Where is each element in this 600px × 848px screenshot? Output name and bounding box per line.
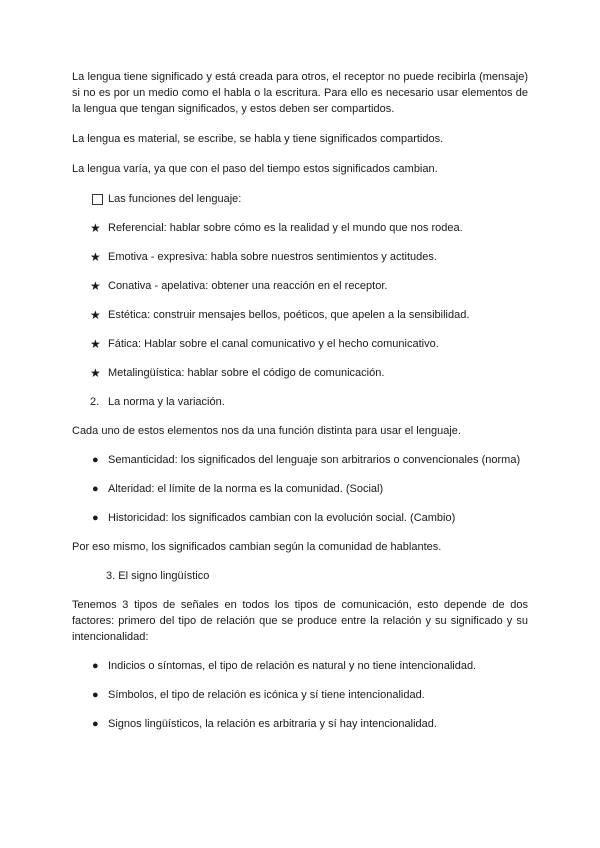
paragraph-variation: La lengua varía, ya que con el paso del tiempo estos significados cambian. bbox=[72, 163, 438, 175]
list-item bbox=[72, 716, 528, 732]
bullet-icon: ● bbox=[92, 660, 99, 672]
list-item bbox=[72, 687, 528, 703]
signo-heading: 3. El signo lingüístico bbox=[106, 570, 210, 582]
function-referencial: Referencial: hablar sobre cómo es la realidad y el mundo que nos rodea. bbox=[108, 222, 463, 234]
list-item bbox=[72, 481, 528, 497]
paragraph-elements-intro: Cada uno de estos elementos nos da una función distinta para usar el lenguaje. bbox=[72, 425, 461, 437]
paragraph-signals: Tenemos 3 tipos de señales en todos los tipos de comunicación, esto depende de dos factores: primero del tipo de relación que se produce entre la relación y su significado y su intencionalidad: bbox=[72, 599, 528, 643]
list-item bbox=[72, 336, 528, 352]
bullet-icon: ● bbox=[92, 483, 99, 495]
list-item bbox=[72, 249, 528, 265]
checkbox-icon bbox=[92, 194, 103, 205]
star-icon: ★ bbox=[90, 308, 101, 322]
function-conativa: Conativa - apelativa: obtener una reacción en el receptor. bbox=[108, 280, 388, 292]
function-metalinguistica: Metalingüística: hablar sobre el código de comunicación. bbox=[108, 367, 385, 379]
signal-indicios: Indicios o síntomas, el tipo de relación es natural y no tiene intencionalidad. bbox=[108, 660, 477, 672]
function-emotiva: Emotiva - expresiva: habla sobre nuestros sentimientos y actitudes. bbox=[108, 251, 437, 263]
list-item bbox=[72, 307, 528, 323]
element-alteridad: Alteridad: el límite de la norma es la comunidad. (Social) bbox=[108, 483, 384, 495]
norma-heading-item bbox=[72, 394, 528, 410]
list-item bbox=[72, 220, 528, 236]
paragraph-material: La lengua es material, se escribe, se habla y tiene significados compartidos. bbox=[72, 133, 444, 145]
element-semanticidad: Semanticidad: los significados del lenguaje son arbitrarios o convencionales (norma) bbox=[108, 454, 521, 466]
paragraph-community: Por eso mismo, los significados cambian según la comunidad de hablantes. bbox=[72, 541, 442, 553]
bullet-icon: ● bbox=[92, 454, 99, 466]
list-number: 2. bbox=[90, 396, 100, 408]
bullet-icon: ● bbox=[92, 512, 99, 524]
star-icon: ★ bbox=[90, 279, 101, 293]
star-icon: ★ bbox=[90, 337, 101, 351]
functions-heading: Las funciones del lenguaje: bbox=[108, 193, 242, 205]
signal-signos: Signos lingüísticos, la relación es arbitraria y sí hay intencionalidad. bbox=[108, 718, 437, 730]
list-item bbox=[72, 658, 528, 674]
bullet-icon: ● bbox=[92, 689, 99, 701]
star-icon: ★ bbox=[90, 366, 101, 380]
star-icon: ★ bbox=[90, 221, 101, 235]
list-item bbox=[72, 278, 528, 294]
norma-heading: La norma y la variación. bbox=[108, 396, 225, 408]
function-estetica: Estética: construir mensajes bellos, poéticos, que apelen a la sensibilidad. bbox=[108, 309, 470, 321]
list-item bbox=[72, 365, 528, 381]
function-fatica: Fática: Hablar sobre el canal comunicativo y el hecho comunicativo. bbox=[108, 338, 439, 350]
list-item bbox=[72, 452, 528, 468]
element-historicidad: Historicidad: los significados cambian con la evolución social. (Cambio) bbox=[108, 512, 456, 524]
document-page bbox=[72, 69, 528, 732]
paragraph-intro: La lengua tiene significado y está creada para otros, el receptor no puede recibirla (mensaje) si no es por un medio como el habla o la escritura. Para ello es necesario usar elementos de la lengua que tengan significados, y estos deben ser compartidos. bbox=[72, 71, 528, 115]
list-item bbox=[72, 510, 528, 526]
signal-simbolos: Símbolos, el tipo de relación es icónica y sí tiene intencionalidad. bbox=[108, 689, 425, 701]
functions-heading-item bbox=[72, 191, 528, 207]
bullet-icon: ● bbox=[92, 718, 99, 730]
star-icon: ★ bbox=[90, 250, 101, 264]
